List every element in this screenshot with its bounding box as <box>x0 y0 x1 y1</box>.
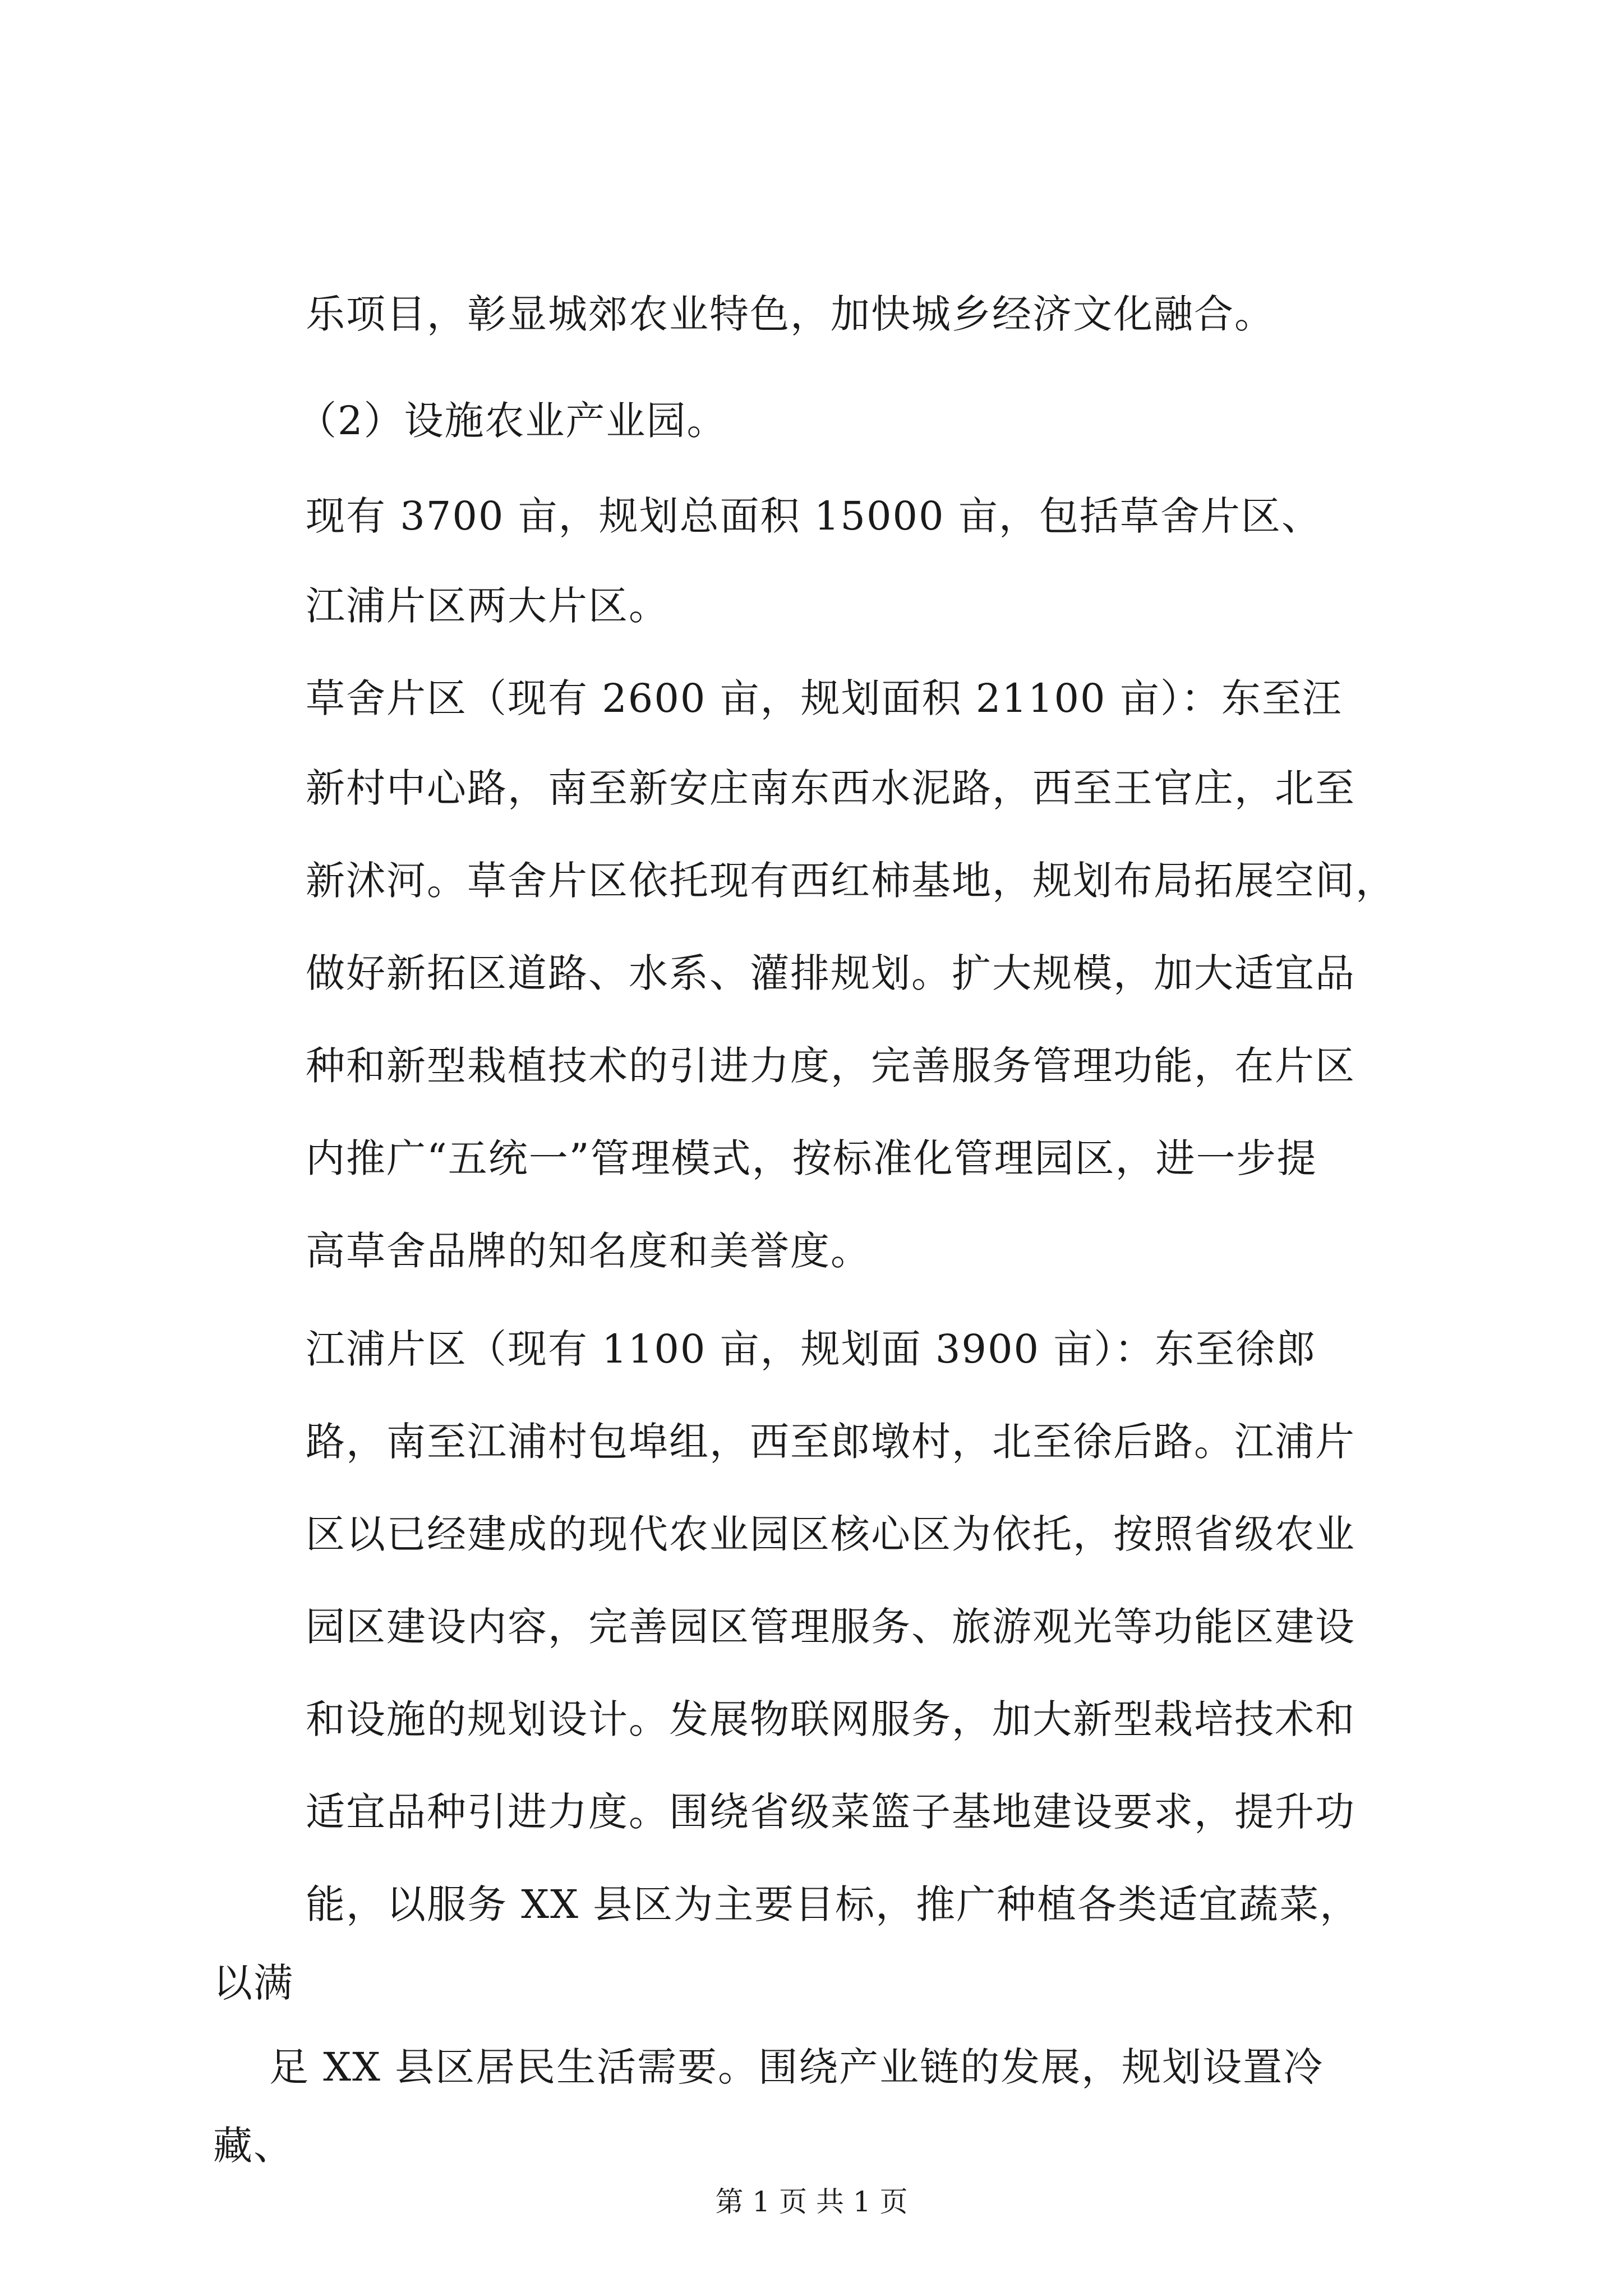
text-line-15: 园区建设内容，完善园区管理服务、旅游观光等功能区建设 <box>306 1604 1355 1650</box>
page-number-footer: 第 1 页 共 1 页 <box>715 2185 908 2218</box>
text-line-11: 高草舍品牌的知名度和美誉度。 <box>306 1228 871 1274</box>
text-line-4: 江浦片区两大片区。 <box>306 583 669 629</box>
text-line-8: 做好新拓区道路、水系、灌排规划。扩大规模，加大适宜品 <box>306 950 1355 996</box>
text-line-2: （2）设施农业产业园。 <box>297 398 727 444</box>
text-line-5: 草舍片区（现有 2600 亩，规划面积 21100 亩）：东至汪 <box>306 675 1343 721</box>
text-line-17: 适宜品种引进力度。围绕省级菜篮子基地建设要求，提升功 <box>306 1789 1355 1835</box>
text-line-9: 种和新型栽植技术的引进力度，完善服务管理功能，在片区 <box>306 1043 1355 1089</box>
text-line-10: 内推广“五统一”管理模式，按标准化管理园区，进一步提 <box>306 1135 1317 1181</box>
text-line-18: 能，以服务 XX 县区为主要目标，推广种植各类适宜蔬菜， <box>306 1881 1361 1927</box>
text-line-7: 新沭河。草舍片区依托现有西红柿基地，规划布局拓展空间， <box>306 858 1396 904</box>
text-line-6: 新村中心路，南至新安庄南东西水泥路，西至王官庄，北至 <box>306 765 1355 811</box>
text-line-21: 藏、 <box>213 2123 294 2169</box>
text-line-12: 江浦片区（现有 1100 亩，规划面 3900 亩）：东至徐郎 <box>306 1326 1317 1372</box>
text-line-1: 乐项目，彰显城郊农业特色，加快城乡经济文化融合。 <box>306 291 1275 337</box>
text-line-20: 足 XX 县区居民生活需要。围绕产业链的发展，规划设置冷 <box>269 2044 1324 2090</box>
text-line-14: 区以已经建成的现代农业园区核心区为依托，按照省级农业 <box>306 1511 1355 1557</box>
text-line-19: 以满 <box>213 1960 294 2006</box>
text-line-16: 和设施的规划设计。发展物联网服务，加大新型栽培技术和 <box>306 1696 1355 1742</box>
text-line-3: 现有 3700 亩，规划总面积 15000 亩，包括草舍片区、 <box>306 493 1322 539</box>
text-line-13: 路，南至江浦村包埠组，西至郎墩村，北至徐后路。江浦片 <box>306 1419 1355 1465</box>
